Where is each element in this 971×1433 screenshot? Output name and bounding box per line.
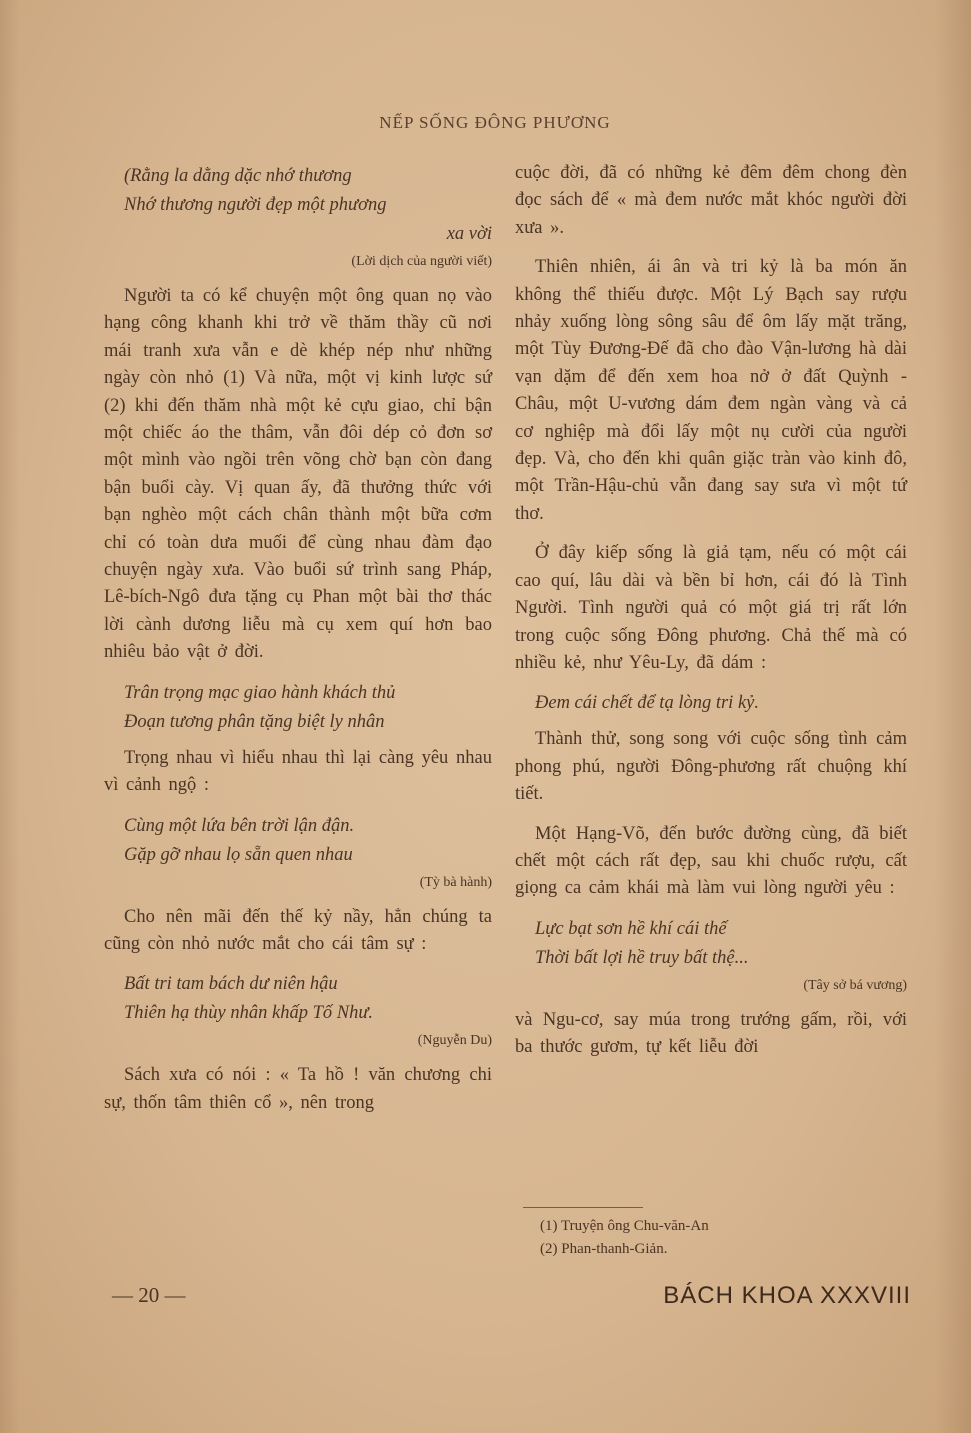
verse-line: (Rằng la dằng dặc nhớ thương [124,166,352,186]
page-number: — 20 — [112,1283,186,1307]
page-left-shadow [0,0,20,1433]
paragraph: Thiên nhiên, ái ân và tri kỷ là ba món ăn không thể thiếu được. Một Lý Bạch say rượu nhảy xuống lòng sông sâu để ôm lấy mặt trăng, một Tùy Đương-Đế đã cho đào Vận-lương hà dài vạn dặm để đến xem hoa nở ở đất Quỳnh - Châu, một U-vương dám đem ngàn vàng và cả cơ nghiệp mà đổi lấy một nụ cười của người đẹp. Và, cho đến khi quân giặc tràn vào kinh đô, một Trần-Hậu-chủ vẫn đang say sưa vì một tứ thơ. [515,257,907,524]
verse-line: Trân trọng mạc giao hành khách thủ [124,682,396,703]
verse-credit: (Lời dịch của người viết) [351,254,492,269]
paragraph: Trọng nhau vì hiểu nhau thì lại càng yêu nhau vì cảnh ngộ : [104,747,492,796]
footnote: (2) Phan-thanh-Giản. [540,1241,668,1257]
page-right-shadow [935,0,971,1433]
verse-line: Đem cái chết để tạ lòng tri kỷ. [535,693,759,714]
left-column [104,162,492,1129]
paragraph: Sách xưa có nói : « Ta hồ ! văn chương chi sự, thốn tâm thiên cổ », nên trong [104,1065,492,1113]
verse-credit: (Nguyễn Du) [417,1033,492,1049]
verse-line: Đoạn tương phân tặng biệt ly nhân [124,711,385,732]
verse-line: Nhớ thương người đẹp một phương [124,195,387,215]
footnote-rule [523,1207,643,1208]
verse-line: xa vời [446,224,492,244]
paragraph: Người ta có kể chuyện một ông quan nọ vào hạng công khanh khi trở về thăm thầy cũ nơi mái tranh xưa vẫn e dè khép nép như những ngày còn nhỏ (1) Và nữa, một vị kinh lược sứ (2) khi đến thăm nhà một kẻ cựu giao, chỉ bận một chiếc áo the thâm, vẫn đôi dép cỏ đơn sơ một mình vào ngồi trên võng chờ bạn còn đang bận buổi cày. Vị quan ấy, đã thưởng thức với bạn nghèo một cách chân thành một bữa cơm chỉ có toàn dưa muối để cùng nhau đàm đạo chuyện ngày xưa. Vào buổi sứ trình sang Pháp, Lê-bích-Ngô đưa tặng cụ Phan một bài thơ thác lời cành dương liễu mà cụ xem quí hơn bao nhiêu bảo vật ở đời. [104,286,492,663]
verse-line: Thiên hạ thùy nhân khấp Tố Như. [124,1003,374,1024]
footnotes [540,1215,900,1261]
paragraph: cuộc đời, đã có những kẻ đêm đêm chong đèn đọc sách để « mà đem nước mắt khóc người đời xưa ». [515,163,907,238]
footnote: (1) Truyện ông Chu-văn-An [540,1218,709,1234]
right-column [515,160,907,1074]
verse-line: Cùng một lứa bên trời lận đận. [124,815,355,836]
magazine-title: BÁCH KHOA XXXVIII [663,1282,911,1309]
paragraph: Một Hạng-Võ, đến bước đường cùng, đã biết chết một cách rất đẹp, sau khi chuốc rượu, cất giọng ca cảm khái mà làm vui lòng người yêu : [515,823,907,899]
verse-credit: (Tây sở bá vương) [803,977,907,993]
paragraph: Cho nên mãi đến thế kỷ nầy, hẳn chúng ta cũng còn nhỏ nước mắt cho cái tâm sự : [104,906,492,954]
paragraph: Thành thử, song song với cuộc sống tình cảm phong phú, người Đông-phương rất chuộng khí tiết. [515,729,907,805]
verse-credit: (Tỳ bà hành) [419,874,492,890]
verse-line: Bất tri tam bách dư niên hậu [124,974,338,995]
verse-line: Lực bạt sơn hề khí cái thế [535,918,727,939]
verse-line: Gặp gỡ nhau lọ sẵn quen nhau [124,844,353,865]
paragraph: Ở đây kiếp sống là giả tạm, nếu có một cái cao quí, lâu dài và bền bỉ hơn, cái đó là Tình Người. Tình người quả có một giá trị rất lớn trong cuộc sống Đông phương. Chả thế mà có nhiều kẻ, như Yêu-Ly, đã dám : [515,543,907,673]
verse-line: Thời bất lợi hề truy bất thệ... [535,947,749,968]
running-header: NẾP SỐNG ĐÔNG PHƯƠNG [379,113,611,132]
paragraph: và Ngu-cơ, say múa trong trướng gấm, rồi, với ba thước gươm, tự kết liễu đời [515,1009,907,1058]
